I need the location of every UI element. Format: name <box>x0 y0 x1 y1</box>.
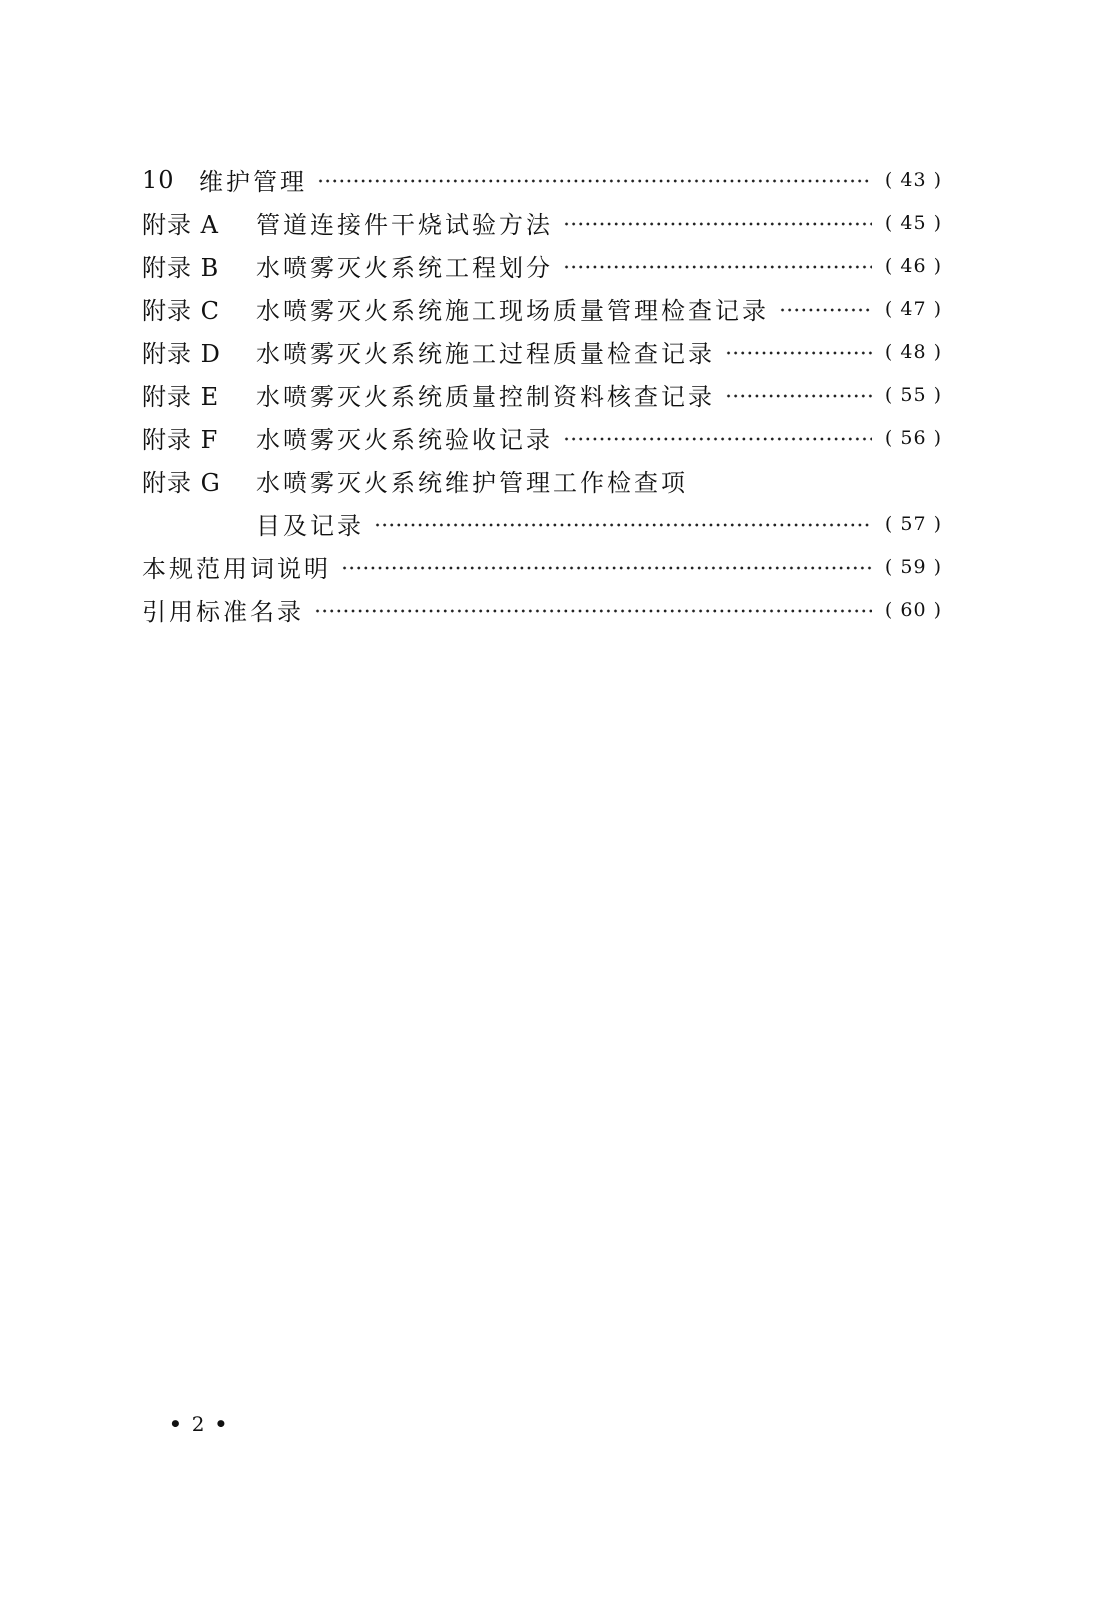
toc-entry-appendix-f[interactable] <box>142 416 942 459</box>
dot-leader <box>725 350 872 356</box>
toc-entry-page: ( 47 ) <box>884 297 942 320</box>
dot-leader <box>314 608 872 614</box>
toc-entry-page: ( 56 ) <box>884 426 942 449</box>
toc-entry-title: 水喷雾灭火系统工程划分 <box>256 254 553 282</box>
toc-entry-wording-explanation[interactable] <box>142 545 942 588</box>
dot-leader <box>317 178 872 184</box>
toc-entry-number: 附录 D <box>142 340 221 368</box>
toc-entry-title: 水喷雾灭火系统验收记录 <box>256 426 553 454</box>
dot-leader <box>725 393 872 399</box>
toc-entry-title: 维护管理 <box>199 168 307 196</box>
dot-leader <box>563 221 872 227</box>
toc-entry-appendix-a[interactable] <box>142 201 942 244</box>
toc-entry-title: 本规范用词说明 <box>142 555 331 583</box>
toc-entry-appendix-b[interactable] <box>142 244 942 287</box>
toc-entry-title: 水喷雾灭火系统施工过程质量检查记录 <box>256 340 715 368</box>
toc-entry-page: ( 43 ) <box>884 168 942 191</box>
toc-entry-title: 水喷雾灭火系统质量控制资料核查记录 <box>256 383 715 411</box>
toc-entry-number: 附录 F <box>142 426 219 454</box>
toc-entry-title: 水喷雾灭火系统维护管理工作检查项 <box>256 469 688 497</box>
footer-dot-right: • <box>214 1412 229 1436</box>
toc-entry-number: 附录 B <box>142 254 220 282</box>
dot-leader <box>563 264 872 270</box>
toc-entry-number: 附录 G <box>142 469 221 497</box>
toc-entry-appendix-e[interactable] <box>142 373 942 416</box>
toc-entry-page: ( 60 ) <box>884 598 942 621</box>
dot-leader <box>563 436 872 442</box>
page-footer <box>160 1412 237 1436</box>
toc-entry-appendix-d[interactable] <box>142 330 942 373</box>
toc-entry-page: ( 55 ) <box>884 383 942 406</box>
dot-leader <box>779 307 872 313</box>
toc-entry-appendix-c[interactable] <box>142 287 942 330</box>
toc-entry-page: ( 59 ) <box>884 555 942 578</box>
page-number: 2 <box>191 1412 206 1436</box>
toc-entry-appendix-g-continued[interactable] <box>142 502 942 545</box>
dot-leader <box>374 522 872 528</box>
toc-entry-referenced-standards[interactable] <box>142 588 942 631</box>
toc-entry-number: 附录 E <box>142 383 220 411</box>
dot-leader <box>341 565 872 571</box>
toc-entry-number: 10 <box>142 165 175 194</box>
toc-entry-title: 引用标准名录 <box>142 598 304 626</box>
toc-entry-chapter-10[interactable] <box>142 158 942 201</box>
toc-entry-title: 管道连接件干烧试验方法 <box>256 211 553 239</box>
toc-entry-page: ( 57 ) <box>884 512 942 535</box>
footer-dot-left: • <box>169 1412 183 1436</box>
toc-entry-number: 附录 A <box>142 211 219 239</box>
table-of-contents <box>142 158 942 631</box>
toc-entry-page: ( 48 ) <box>884 340 942 363</box>
toc-entry-page: ( 46 ) <box>884 254 942 277</box>
toc-entry-page: ( 45 ) <box>884 211 942 234</box>
toc-entry-number: 附录 C <box>142 297 220 325</box>
toc-entry-title-continued: 目及记录 <box>256 512 364 540</box>
toc-entry-title: 水喷雾灭火系统施工现场质量管理检查记录 <box>256 297 769 325</box>
toc-entry-appendix-g[interactable] <box>142 459 942 502</box>
